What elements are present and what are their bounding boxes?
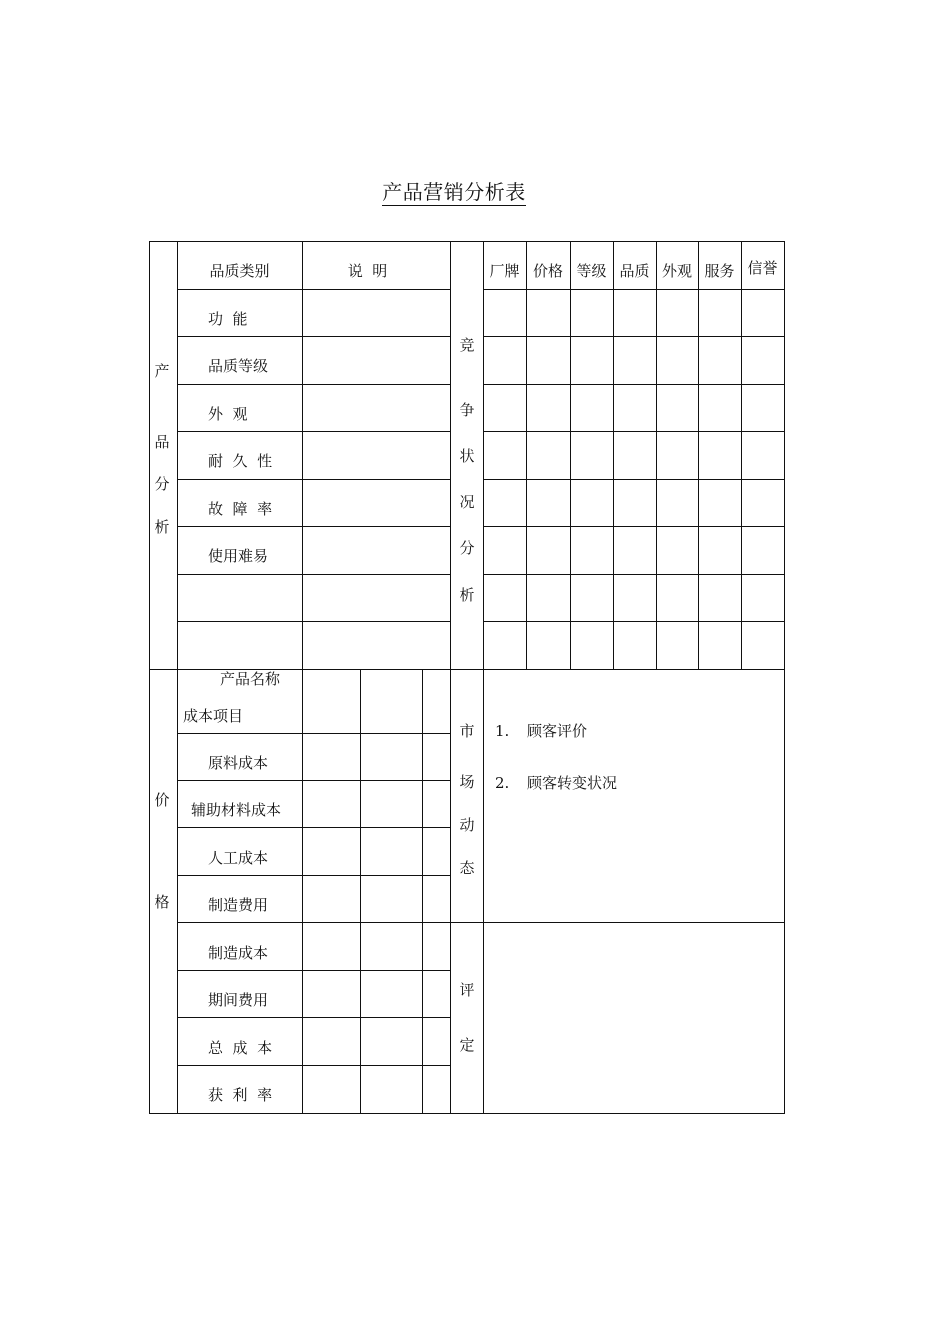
cost-item-label: 制造成本: [208, 944, 269, 962]
cost-item-label: 原料成本: [208, 754, 269, 772]
grid-line-vertical: [177, 241, 178, 1114]
competition-analysis-label: 析: [459, 586, 475, 604]
grid-line-horizontal: [483, 526, 785, 527]
competition-analysis-label: 争: [459, 401, 475, 419]
grid-line-horizontal: [177, 970, 451, 971]
competition-column-header: 服务: [704, 262, 735, 280]
grid-line-horizontal: [177, 780, 451, 781]
grid-line-horizontal: [483, 479, 785, 480]
cost-item-label: 总 成 本: [208, 1039, 273, 1057]
product-analysis-label: 分: [154, 475, 170, 493]
grid-line-horizontal: [177, 384, 451, 385]
market-trend-label: 态: [459, 859, 475, 877]
grid-line-vertical: [302, 241, 303, 670]
grid-line-horizontal: [177, 827, 451, 828]
competition-analysis-label: 竞: [459, 336, 475, 354]
grid-line-vertical: [784, 241, 785, 1114]
competition-column-header: 厂牌: [489, 262, 520, 280]
cost-item-label: 制造费用: [208, 896, 269, 914]
market-item-number: 1.: [495, 722, 510, 740]
evaluation-label: 定: [459, 1036, 475, 1054]
grid-line-horizontal: [177, 1017, 451, 1018]
product-analysis-label: 品: [154, 433, 170, 451]
price-label: 格: [154, 893, 170, 911]
grid-line-vertical: [302, 669, 303, 1114]
market-trend-label: 市: [459, 722, 475, 740]
grid-line-horizontal: [177, 336, 451, 337]
market-item-number: 2.: [495, 774, 510, 792]
product-attribute-label: 品质等级: [208, 357, 269, 375]
product-attribute-label: 使用难易: [208, 547, 269, 565]
grid-line-horizontal: [483, 574, 785, 575]
grid-line-horizontal: [177, 875, 451, 876]
market-trend-label: 场: [459, 773, 475, 791]
cost-item-header: 成本项目: [183, 707, 244, 725]
grid-line-horizontal: [177, 621, 451, 622]
market-trend-label: 动: [459, 816, 475, 834]
market-item-text: 顾客转变状况: [527, 774, 618, 792]
competition-column-header: 品质: [619, 262, 650, 280]
grid-line-horizontal: [177, 526, 451, 527]
competition-column-header: 外观: [661, 262, 692, 280]
grid-line-vertical: [613, 241, 614, 670]
page-title: 产品营销分析表: [382, 180, 526, 204]
grid-line-vertical: [422, 669, 423, 1114]
competition-analysis-label: 况: [459, 493, 475, 511]
grid-line-horizontal: [177, 431, 451, 432]
grid-line-horizontal: [177, 479, 451, 480]
grid-line-vertical: [656, 241, 657, 670]
product-attribute-label: 耐 久 性: [208, 452, 273, 470]
competition-analysis-label: 状: [459, 447, 475, 465]
competition-column-header: 信誉: [747, 259, 778, 277]
product-analysis-label: 析: [154, 518, 170, 536]
grid-line-vertical: [450, 241, 451, 1114]
grid-line-vertical: [741, 241, 742, 670]
grid-line-vertical: [570, 241, 571, 670]
grid-line-horizontal: [450, 922, 785, 923]
cost-item-label: 辅助材料成本: [191, 801, 282, 819]
grid-line-vertical: [483, 241, 484, 1114]
grid-line-horizontal: [177, 733, 451, 734]
cost-item-label: 人工成本: [208, 849, 269, 867]
product-attribute-label: 故 障 率: [208, 500, 273, 518]
grid-line-vertical: [526, 241, 527, 670]
description-header: 说 明: [347, 262, 388, 280]
product-analysis-label: 产: [154, 362, 170, 380]
grid-line-horizontal: [483, 621, 785, 622]
quality-category-header: 品质类别: [209, 262, 270, 280]
grid-line-horizontal: [483, 289, 785, 290]
price-label: 价: [154, 791, 170, 809]
competition-column-header: 等级: [576, 262, 607, 280]
grid-line-vertical: [149, 241, 150, 1114]
grid-line-horizontal: [483, 431, 785, 432]
grid-line-horizontal: [149, 1113, 785, 1114]
cost-item-label: 期间费用: [208, 991, 269, 1009]
product-name-header: 产品名称: [220, 670, 281, 688]
competition-analysis-label: 分: [459, 539, 475, 557]
grid-line-horizontal: [149, 241, 785, 242]
grid-line-horizontal: [177, 922, 451, 923]
evaluation-label: 评: [459, 981, 475, 999]
grid-line-horizontal: [483, 384, 785, 385]
grid-line-horizontal: [177, 574, 451, 575]
grid-line-vertical: [698, 241, 699, 670]
market-item-text: 顾客评价: [527, 722, 588, 740]
competition-column-header: 价格: [532, 262, 563, 280]
grid-line-horizontal: [483, 336, 785, 337]
grid-line-horizontal: [177, 289, 451, 290]
product-attribute-label: 外 观: [208, 405, 248, 423]
grid-line-horizontal: [177, 1065, 451, 1066]
cost-item-label: 获 利 率: [208, 1086, 273, 1104]
grid-line-vertical: [360, 669, 361, 1114]
product-attribute-label: 功 能: [208, 310, 248, 328]
